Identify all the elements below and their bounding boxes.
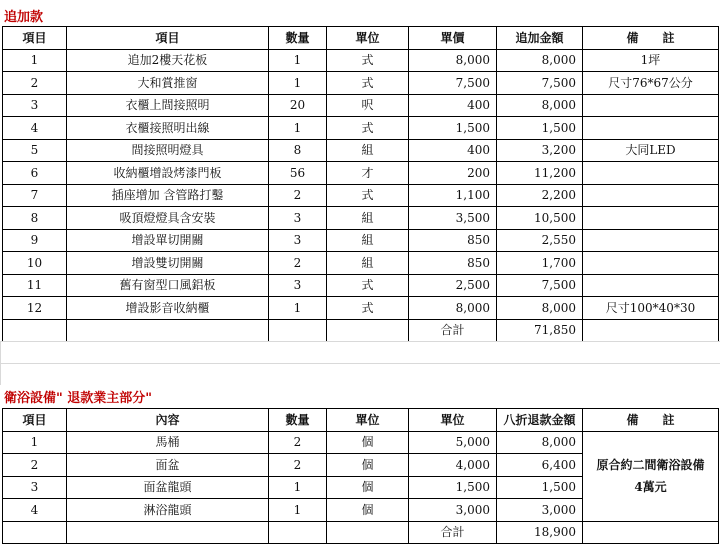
row-unit: 才	[327, 162, 409, 185]
total-row	[3, 521, 719, 544]
row-note: 尺寸100*40*30	[583, 297, 719, 320]
row-unit: 組	[327, 252, 409, 275]
header-unit: 單位	[327, 27, 409, 50]
row-item: 增設影音收納櫃	[67, 297, 269, 320]
row-no: 4	[3, 499, 67, 522]
row-qty: 56	[269, 162, 327, 185]
row-price: 7,500	[409, 72, 497, 95]
row-amount: 3,200	[497, 139, 583, 162]
empty-cell	[269, 319, 327, 342]
row-note	[583, 184, 719, 207]
row-item: 插座增加 含管路打鑿	[67, 184, 269, 207]
row-price: 5,000	[409, 431, 497, 454]
row-no: 2	[3, 72, 67, 95]
row-note: 1坪	[583, 49, 719, 72]
row-price: 1,500	[409, 117, 497, 140]
row-item: 淋浴龍頭	[67, 499, 269, 522]
section2-title: 衛浴設備" 退款業主部分"	[4, 391, 153, 406]
empty-cell	[3, 319, 67, 342]
row-no: 1	[3, 49, 67, 72]
header-no: 項目	[3, 409, 67, 432]
empty-cell	[327, 319, 409, 342]
row-no: 3	[3, 94, 67, 117]
row-unit: 個	[327, 431, 409, 454]
refund-note	[583, 431, 719, 521]
header-qty: 數量	[269, 27, 327, 50]
row-item: 衣櫃接照明出線	[67, 117, 269, 140]
header-amount: 追加金額	[497, 27, 583, 50]
row-unit: 式	[327, 184, 409, 207]
row-price: 1,500	[409, 476, 497, 499]
row-price: 8,000	[409, 49, 497, 72]
row-note	[583, 252, 719, 275]
row-amount: 3,000	[497, 499, 583, 522]
table-row	[3, 297, 719, 320]
total-label: 合計	[409, 521, 497, 544]
row-unit: 式	[327, 117, 409, 140]
empty-cell	[269, 521, 327, 544]
row-item: 追加2樓天花板	[67, 49, 269, 72]
row-no: 7	[3, 184, 67, 207]
row-no: 8	[3, 207, 67, 230]
table-header-row	[3, 27, 719, 50]
header-note: 備 註	[583, 409, 719, 432]
row-qty: 1	[269, 49, 327, 72]
row-unit: 個	[327, 476, 409, 499]
row-unit: 式	[327, 49, 409, 72]
table-row	[3, 117, 719, 140]
row-amount: 8,000	[497, 431, 583, 454]
table-row	[3, 274, 719, 297]
row-amount: 10,500	[497, 207, 583, 230]
header-price: 單價	[409, 27, 497, 50]
empty-cell	[3, 521, 67, 544]
row-qty: 1	[269, 72, 327, 95]
table-row	[3, 184, 719, 207]
row-item: 面盆	[67, 454, 269, 477]
row-amount: 7,500	[497, 72, 583, 95]
refund-note-line2: 4萬元	[634, 480, 667, 494]
row-qty: 1	[269, 476, 327, 499]
header-refund-amount: 八折退款金額	[497, 409, 583, 432]
row-price: 1,100	[409, 184, 497, 207]
row-no: 11	[3, 274, 67, 297]
table-row	[3, 72, 719, 95]
table-row	[3, 162, 719, 185]
row-price: 400	[409, 94, 497, 117]
row-note	[583, 117, 719, 140]
header-unit: 單位	[327, 409, 409, 432]
header-note: 備 註	[583, 27, 719, 50]
row-qty: 2	[269, 454, 327, 477]
empty-cell	[583, 521, 719, 544]
row-price: 850	[409, 229, 497, 252]
header-content: 內容	[67, 409, 269, 432]
row-qty: 20	[269, 94, 327, 117]
row-unit: 組	[327, 229, 409, 252]
row-qty: 1	[269, 499, 327, 522]
row-item: 增設單切開關	[67, 229, 269, 252]
row-unit: 呎	[327, 94, 409, 117]
table-header-row	[3, 409, 719, 432]
row-qty: 8	[269, 139, 327, 162]
empty-cell	[67, 521, 269, 544]
row-amount: 8,000	[497, 297, 583, 320]
row-qty: 2	[269, 252, 327, 275]
row-qty: 3	[269, 207, 327, 230]
total-label: 合計	[409, 319, 497, 342]
row-item: 衣櫃上間接照明	[67, 94, 269, 117]
table-row	[3, 229, 719, 252]
row-note	[583, 94, 719, 117]
empty-grid	[0, 341, 720, 385]
row-no: 5	[3, 139, 67, 162]
table-row	[3, 139, 719, 162]
total-row	[3, 319, 719, 342]
row-no: 10	[3, 252, 67, 275]
row-price: 2,500	[409, 274, 497, 297]
empty-cell	[583, 319, 719, 342]
row-no: 9	[3, 229, 67, 252]
row-amount: 7,500	[497, 274, 583, 297]
row-amount: 8,000	[497, 94, 583, 117]
table-row	[3, 94, 719, 117]
row-qty: 3	[269, 274, 327, 297]
row-qty: 3	[269, 229, 327, 252]
row-item: 大和賞推窗	[67, 72, 269, 95]
row-no: 1	[3, 431, 67, 454]
row-note	[583, 229, 719, 252]
row-price: 200	[409, 162, 497, 185]
row-amount: 2,550	[497, 229, 583, 252]
table-row	[3, 431, 719, 454]
row-no: 6	[3, 162, 67, 185]
row-note	[583, 162, 719, 185]
row-price: 4,000	[409, 454, 497, 477]
header-qty: 數量	[269, 409, 327, 432]
row-qty: 1	[269, 117, 327, 140]
additional-charges-table	[2, 26, 719, 342]
row-item: 面盆龍頭	[67, 476, 269, 499]
row-note	[583, 274, 719, 297]
row-qty: 2	[269, 431, 327, 454]
row-item: 收納櫃增設烤漆門板	[67, 162, 269, 185]
row-unit: 組	[327, 139, 409, 162]
row-note	[583, 207, 719, 230]
row-unit: 個	[327, 454, 409, 477]
row-unit: 式	[327, 72, 409, 95]
row-amount: 2,200	[497, 184, 583, 207]
table-row	[3, 252, 719, 275]
row-price: 3,000	[409, 499, 497, 522]
row-qty: 1	[269, 297, 327, 320]
row-price: 8,000	[409, 297, 497, 320]
row-item: 舊有窗型口風鋁板	[67, 274, 269, 297]
bathroom-refund-table	[2, 408, 719, 544]
row-qty: 2	[269, 184, 327, 207]
row-amount: 1,500	[497, 117, 583, 140]
refund-note-line1: 原合約二間衛浴設備	[596, 458, 705, 472]
row-unit: 式	[327, 297, 409, 320]
row-unit: 式	[327, 274, 409, 297]
row-amount: 1,700	[497, 252, 583, 275]
header-item: 項目	[67, 27, 269, 50]
row-note: 大同LED	[583, 139, 719, 162]
empty-cell	[327, 521, 409, 544]
row-item: 吸頂燈燈具含安裝	[67, 207, 269, 230]
section1-title: 追加款	[4, 10, 44, 25]
header-price: 單位	[409, 409, 497, 432]
table-row	[3, 49, 719, 72]
row-price: 3,500	[409, 207, 497, 230]
total-value: 71,850	[497, 319, 583, 342]
row-unit: 組	[327, 207, 409, 230]
row-no: 4	[3, 117, 67, 140]
header-no: 項目	[3, 27, 67, 50]
row-amount: 8,000	[497, 49, 583, 72]
table-row	[3, 207, 719, 230]
row-no: 3	[3, 476, 67, 499]
row-item: 間接照明燈具	[67, 139, 269, 162]
row-unit: 個	[327, 499, 409, 522]
empty-cell	[67, 319, 269, 342]
row-price: 400	[409, 139, 497, 162]
row-amount: 1,500	[497, 476, 583, 499]
row-no: 2	[3, 454, 67, 477]
row-amount: 6,400	[497, 454, 583, 477]
row-item: 增設雙切開關	[67, 252, 269, 275]
row-price: 850	[409, 252, 497, 275]
row-no: 12	[3, 297, 67, 320]
total-value: 18,900	[497, 521, 583, 544]
row-note: 尺寸76*67公分	[583, 72, 719, 95]
row-amount: 11,200	[497, 162, 583, 185]
row-item: 馬桶	[67, 431, 269, 454]
